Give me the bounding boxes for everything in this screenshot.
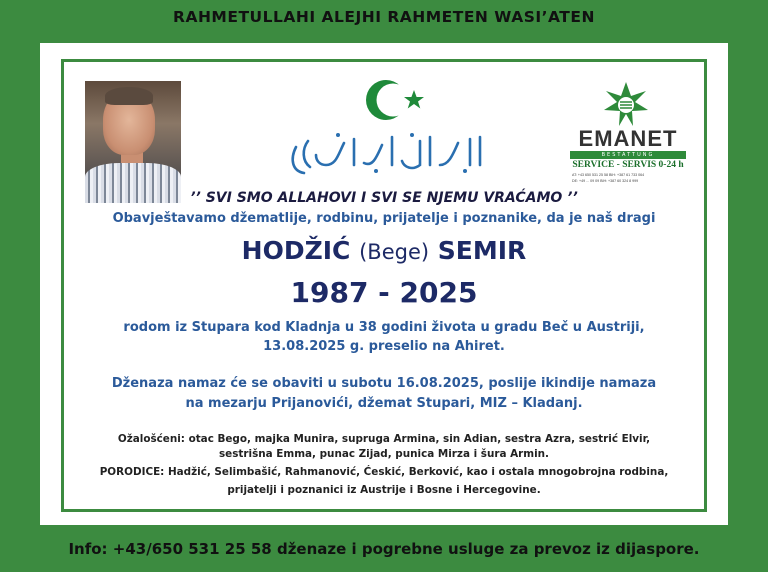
arabic-calligraphy — [280, 127, 510, 179]
families-line: prijatelji i poznanici iz Austrije i Bosne i Hercegovine. — [227, 484, 541, 496]
funeral-info-line: Dženaza namaz će se obaviti u subotu 16.08.2025, poslije ikindije namaza — [111, 376, 657, 391]
nickname: (Bege) — [359, 240, 430, 264]
obituary-card — [40, 43, 728, 525]
logo-name: EMANET — [578, 126, 678, 151]
families-line: PORODICE: Hadžić, Selimbašić, Rahmanović, Ćeskić, Berković, kao i ostala mnogobrojna rodbina, — [99, 466, 669, 478]
logo-service: SERVICE - SERVIS 0-24 h — [572, 160, 684, 170]
death-info-line: rodom iz Stupara kod Kladnja u 38 godini života u gradu Beč u Austriji, — [123, 320, 645, 335]
death-info-line: 13.08.2025 g. preselio na Ahiret. — [263, 339, 505, 354]
crescent-star-icon — [360, 76, 430, 124]
top-title: RAHMETULLAHI ALEJHI RAHMETEN WASI’ATEN — [173, 8, 595, 26]
portrait-photo — [85, 81, 181, 203]
intro-text: Obavještavamo džematlije, rodbinu, prijatelje i poznanike, da je naš dragi — [112, 211, 656, 226]
given-name: SEMIR — [437, 236, 527, 265]
footer-info: Info: +43/650 531 25 58 dženaze i pogrebne usluge za prevoz iz dijaspore. — [68, 540, 700, 558]
logo-bar: BESTATTUNG — [570, 151, 686, 159]
mourners-line: Ožalošćeni: otac Bego, majka Munira, supruga Armina, sin Adian, sestra Azra, sestrić Elvir, — [117, 433, 651, 445]
mourners-line: sestrišna Emma, punac Zijad, punica Mirza i šura Armin. — [219, 448, 549, 460]
life-years: 1987 - 2025 — [290, 276, 478, 309]
funeral-info-line: na mezarju Prijanovići, džemat Stupari, MIZ – Kladanj. — [185, 396, 583, 411]
logo-contact-line: AT: +43 650 531 25 58 BIH: +387 61 733 064 — [572, 173, 645, 177]
logo-emblem-icon — [603, 81, 649, 127]
emanet-logo — [558, 79, 698, 189]
logo-contact-line: DE: +49 ... 09 09 BIH: +387 60 324 8 999 — [572, 179, 639, 183]
motto: ’’ SVI SMO ALLAHOVI I SVI SE NJEMU VRAĆAMO ’’ — [190, 190, 578, 206]
surname: HODŽIĆ — [241, 236, 351, 265]
deceased-name — [40, 236, 728, 265]
